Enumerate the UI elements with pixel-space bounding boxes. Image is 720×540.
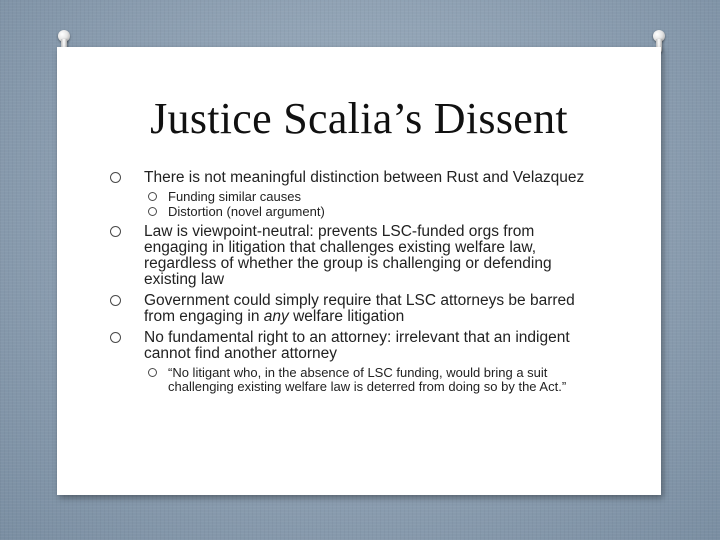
bullet-circle-icon — [110, 332, 121, 343]
sub-bullet-circle-icon — [148, 368, 157, 377]
sub-bullet-item — [144, 190, 600, 204]
bullet-list — [110, 170, 600, 393]
bullet-item — [110, 293, 600, 325]
bullet-circle-icon — [110, 226, 121, 237]
bullet-item — [110, 224, 600, 288]
slide-title: Justice Scalia’s Dissent — [150, 94, 568, 143]
bullet-item — [110, 330, 600, 393]
sub-bullet-text: Funding similar causes — [168, 189, 301, 204]
sub-bullet-list — [144, 366, 600, 393]
sub-bullet-list — [144, 190, 600, 218]
slide-card — [57, 47, 661, 495]
bullet-text-part: Government could simply require that LSC attorneys be barred from engaging in — [144, 292, 575, 325]
quote-text: “No litigant who, in the absence of LSC funding, would bring a suit challenging existing welfare law is deterred from doing so by the Act.” — [168, 365, 567, 394]
bullet-item — [110, 170, 600, 218]
bullet-text-part: welfare litigation — [288, 308, 405, 325]
bullet-text: No fundamental right to an attorney: irrelevant that an indigent cannot find another attorney — [144, 329, 570, 362]
bullet-circle-icon — [110, 295, 121, 306]
sub-bullet-text: Distortion (novel argument) — [168, 203, 325, 219]
sub-bullet-item — [144, 205, 600, 219]
bullet-circle-icon — [110, 172, 121, 183]
sub-bullet-circle-icon — [148, 192, 157, 201]
bullet-text: Law is viewpoint-neutral: prevents LSC-funded orgs from engaging in litigation that challenges existing welfare law, regardless of whether the group is challenging or defending existing law — [144, 223, 552, 288]
slide-content — [110, 170, 600, 399]
bullet-text: There is not meaningful distinction between Rust and Velazquez — [144, 169, 585, 186]
sub-bullet-item — [144, 366, 600, 393]
bullet-emphasis: any — [263, 308, 289, 325]
sub-bullet-circle-icon — [148, 207, 157, 216]
